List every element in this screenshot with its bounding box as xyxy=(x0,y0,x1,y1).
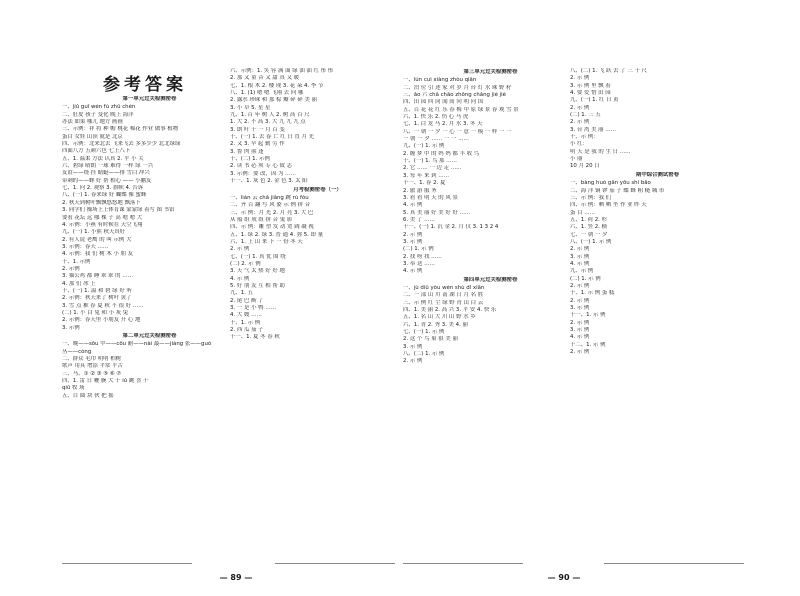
answer-line: 九、1. 五 xyxy=(230,290,254,297)
answer-line: 一、jù diū yǒu wén shù dǐ xiān xyxy=(403,284,485,291)
answer-line: 办法 如果 哪儿 地方 画画 xyxy=(62,119,123,126)
answer-line: 五、1. 名 山 大 川 山 野 水 乡 xyxy=(403,314,476,321)
answer-line: 三、马、① ② ③ ⑤ ⑥ ⑦ xyxy=(62,370,122,377)
answer-line: 四、1. 雷 日 鞭 腕 大 十 iǔ 跳 喜 十 xyxy=(62,378,149,385)
section-heading: 第四单元过关检测密卷 xyxy=(463,276,518,283)
answer-line: 要看 花坛 远 哪 棵 子 高 嗯 嗯 大 xyxy=(62,214,143,221)
answer-line: (二) 1. 小 白 兔 和 小 灰 兔 xyxy=(62,309,129,316)
answer-line: 小 红： xyxy=(570,141,588,148)
answer-line: 十、(二) 1. 示例 xyxy=(230,156,270,163)
answer-line: 2. 找 呀 找 …… xyxy=(403,253,442,260)
answer-line: 八、一 朝 一 夕 一 心 一 意 一 模 一 样 一 一 xyxy=(403,128,512,135)
answer-line: 3. 同学们 操场上上体育课 蒙蒙绿 着写 图 书馆 xyxy=(62,207,175,214)
answer-line: (二) 1. 示 例 xyxy=(570,275,601,282)
page-number-left: — 89 — xyxy=(219,573,253,582)
answer-line: 4. 示 例 xyxy=(570,260,590,267)
answer-line: 2. 示 例 xyxy=(570,282,590,289)
rule-left-1 xyxy=(62,563,192,564)
answer-line: 蛋目 女娃 山顶 就是 北京 xyxy=(62,133,123,140)
answer-line: 2. 这 个 鸟 巢 很 美 丽 xyxy=(403,336,458,343)
answer-line: 3. 示 例 xyxy=(403,238,423,245)
answer-line: 2. 它 …… 一 边 走 …… xyxy=(403,165,462,172)
answer-line: 七、1. 根 木 2. 楼 现 3. 花 朵 4. 李 节 xyxy=(230,82,324,89)
answer-line: 二、泊 位 引 述 家 对 岁 月 台 灯 水 珠 野 籽 xyxy=(403,84,512,91)
answer-line: 十二、1. 示 例 xyxy=(570,341,606,348)
answer-line: 2. 旅 游 服 务 xyxy=(403,187,437,194)
column-4 xyxy=(570,68,745,558)
answer-line: 七、1. 白 龙 马 2. 月 水 3. 冬 天 xyxy=(403,121,483,128)
answer-line: 3. 看 看 明 天 的 风 景 xyxy=(403,194,458,201)
answer-line: 4. 那 们 冰 上 xyxy=(62,280,96,287)
answer-line: 四、示 例：雕 塑 发 动 宽 阔 凝 视 xyxy=(230,224,314,231)
answer-line: 2. 读 书 必 须 专 心 致 志 xyxy=(230,163,292,170)
answer-line: 4. 示例：我 们 树 木 小 朋 友 xyxy=(62,251,134,258)
section-heading: 第二单元过关检测密卷 xyxy=(122,333,177,339)
answer-line: 2. 西 瓜 茄 子 xyxy=(230,327,264,334)
answer-line: 十一、(一) 1. 沉 金 2. 月 仅 3. 1 3 2 4 xyxy=(403,224,499,231)
answer-line: 3. 一 是 小 鸭 …… xyxy=(230,305,277,311)
answer-line: 七、1. 问 2. 观察 3. 旗帜 4. 告诉 xyxy=(62,185,144,192)
answer-line: 十一、1. 示 例 xyxy=(570,312,606,319)
answer-line: 三、示 例：月 光 2. 月 亮 3. 大 巴 xyxy=(230,209,314,216)
answer-line: 六、1. 竖 2. 横 xyxy=(570,224,607,231)
answer-line: 十一、1. 灰 色 2. 金 色 3. 太 阳 xyxy=(230,178,308,185)
answer-line: 八、(一) 1. 示 例 xyxy=(570,238,612,245)
answer-line: 5. 好 朋 友 互 相 帮 助 xyxy=(230,282,285,289)
answer-line: 3. 示例：春天 …… xyxy=(62,243,109,250)
answer-line: 九、示 例 xyxy=(570,268,594,275)
section-heading: 第三单元过关检测密卷 xyxy=(463,69,518,75)
answer-line: 3. 示 例 xyxy=(570,253,590,260)
answer-line: 三、示 例 红 尘 绿 野 青 山 白 云 xyxy=(403,299,484,306)
answer-line: 2. 示 例 xyxy=(403,358,423,365)
answer-line: 6. 美 了 …… xyxy=(403,216,435,223)
answer-line: 三、示 例：我 们 xyxy=(570,194,612,201)
answer-line: 2. 又 3. 早 起 勤 劳 作 xyxy=(230,141,285,148)
answer-line: 2. 那 又 童 音 又 甜 真 又 暖 xyxy=(230,75,300,82)
answer-line: 十、(一) 1. 温 和 碧 绿 好 听 xyxy=(62,287,132,294)
column-3 xyxy=(403,68,578,558)
answer-line: 2. 示 例 xyxy=(570,297,590,304)
answer-line: 2. 示例 xyxy=(62,265,80,272)
answer-line: 明 天 是 我 的 生 日 …… xyxy=(570,148,631,155)
answer-line: 4. 示 例 xyxy=(403,202,423,209)
section-heading: 月考检测密卷（一） xyxy=(293,186,342,193)
answer-line: 四、田 园 回 同 闻 间 向 明 问 国 xyxy=(403,99,484,106)
answer-line: 九、(一) 1. 小熊 秋天真好 xyxy=(62,229,126,236)
answer-line: 六、1. 快 乐 2. 伤 心 马 虎 xyxy=(403,114,469,121)
answer-line: 2. 尾 巴 断 了 xyxy=(230,297,264,304)
rule-left-2 xyxy=(275,563,395,564)
answer-line: 十一、1. 春 2. 夏 xyxy=(403,180,446,187)
answer-line: (二) 2. 示 例 xyxy=(230,260,261,267)
answer-line: 3. 天 气 太 热 好 好 地 xyxy=(230,268,285,275)
answer-line: 九、(一) 1. 红 日 黄 xyxy=(570,97,619,104)
answer-line: 二、群众 毛巾 明明 柏树 xyxy=(62,356,122,363)
answer-line: 十、(一) 1. 去 春 亡 红 日 直 月 光 xyxy=(230,134,315,141)
answer-line: 二、一 部 山 川 南 湖 日 月 名 胜 xyxy=(403,292,484,299)
answer-line: 小 丽 xyxy=(570,156,583,163)
answer-line: 十、1. 示 例 xyxy=(230,319,261,326)
answer-line: 2. 缠 梦 中 的 妈 妈 都 丰 收 鸟 xyxy=(403,150,480,157)
answer-line: 一、lún cuì xiàng zhòu qiǎn xyxy=(403,77,477,84)
answer-line: 五、1. 荷 2. 杉 xyxy=(570,216,607,223)
answer-line: 一、lián 云 chǎ jiāng 跳 rú fǒu xyxy=(230,194,309,201)
answer-line: 一 朝 一 夕 …… 一 一 …… xyxy=(403,136,469,143)
page-title: 参考答案 xyxy=(103,75,187,95)
answer-line: 3. 示例 xyxy=(62,324,80,331)
answer-line: 九、(一) 1. 示 例 xyxy=(403,143,445,150)
answer-line: 3. 朗 叶 十 一 月 百 变 xyxy=(230,126,285,133)
answer-line: 六、1. 青 2. 秀 3. 美 4. 丽 xyxy=(403,321,468,328)
answer-line: 七、(一) 1. 示 例 xyxy=(403,329,445,336)
answer-line: 3. 示 例 里 飘 着 xyxy=(570,82,611,89)
answer-line: 歌声 用具 增添 平常 平舌 xyxy=(62,363,123,370)
answer-line: 从 船 组 成 组 拼 音 鬼 影 xyxy=(230,216,293,223)
answer-line: 一、晚——sōu 中——cōu 耐——nài 最——jiàng 张——guò xyxy=(62,341,212,348)
answer-line: 2. 示例：秋天来了 树叶 黄了 xyxy=(62,295,132,302)
answer-line: 4. 示例：小燕 有时候在 天空飞翔 xyxy=(62,221,143,228)
answer-line: 2. 示 例 xyxy=(570,104,590,111)
answer-line: 3. 示 例 xyxy=(403,343,423,350)
answer-line: 十一、1. 夏 冬 春 秋 xyxy=(230,334,280,341)
answer-line: qiū 牧 场 xyxy=(62,385,85,392)
answer-line: 七、一 朝 一 夕 xyxy=(570,231,608,238)
answer-line: (二) 1. 三 五 xyxy=(570,112,601,119)
answer-line: 2. 示 例 xyxy=(403,231,423,238)
answer-line: 一、bàng huò gān yōu shí bǎo xyxy=(570,180,651,187)
answer-line: 5. 真 美 丽 好 美 好 好 …… xyxy=(403,209,471,216)
answer-line: 2. 秋天到树叶飘飘悠悠地 飘落下 xyxy=(62,199,141,206)
answer-line: 四、1. 美 丽 2. 高 兴 3. 平 安 4. 快 乐 xyxy=(403,307,497,313)
answer-line: 蛋 目 …… xyxy=(570,209,595,216)
answer-line: 四、示 例：晒 晒 坐 作 业 昨 天 xyxy=(570,202,647,209)
answer-line: 2. 示 例 xyxy=(230,246,250,253)
answer-line: 六、示例：1. 笑 容 满 面 绿 油 油 红 彤 彤 xyxy=(230,68,334,74)
answer-line: 2. 示 例 xyxy=(570,75,590,82)
answer-line: 2. 有人说 老鹰 的 叫 示例 大 xyxy=(62,236,132,243)
answer-line: 八、(一) 1. 春来绿 好 蝴蝶 像 蜜蜂 xyxy=(62,192,147,199)
answer-line: 4. 示 例 xyxy=(403,268,423,275)
section-heading: 期中综合测试密卷 xyxy=(635,171,680,178)
answer-line: 八、(二) 1. 示 例 xyxy=(403,351,445,358)
answer-line: 二、肚皮 孩子 变化 晚上 海洋 xyxy=(62,111,134,118)
answer-line: 十、示 例： xyxy=(570,134,599,141)
answer-line: 3. 示 例 xyxy=(570,305,590,311)
answer-line: 一、jiǔ guī wén fù zhǔ chén xyxy=(62,104,136,111)
answer-line: 2. 露水 珍珠 和 那 棕 瓣 碎 碎 美 丽 xyxy=(230,97,317,104)
answer-line: 六、1. 上 山 来 下 一 份 冬 天 xyxy=(230,238,303,245)
answer-line: 1. 大 2. 不 高 3. 大 九 九 九 点 xyxy=(230,119,306,126)
answer-line: 3. 示 例 xyxy=(570,327,590,334)
answer-line: 4. 要 爱 惜 田 园 xyxy=(570,90,611,97)
answer-line: 3. 雪 点 稚 春 夏 秋 不 很 好 …… xyxy=(62,302,144,309)
page-number-right: — 90 — xyxy=(547,573,581,582)
answer-line: 八、1. (1) 嗯 嗯 飞翔 去 向 哪 xyxy=(230,90,304,97)
answer-line: 2. 示 例 xyxy=(570,349,590,356)
answer-line: 四面八方 五颜六色 七上八下 xyxy=(62,148,131,155)
rule-right-2 xyxy=(604,563,744,564)
answer-line: 4. 示 例 xyxy=(230,275,250,282)
answer-line: 2. 示 例 xyxy=(570,119,590,126)
answer-line: 二、海 洋 铜 锣 茄 子 蝶 蜂 粗 糙 城 市 xyxy=(570,187,665,194)
answer-line: 九、1. 百 年 树 人 2. 树 高 百 尺 xyxy=(230,112,310,119)
answer-line: 六、碧绿 晴朗 一球 难得 一样 绿 一兴 xyxy=(62,163,154,170)
answer-line: 四、示例：北来北去 飞来飞去 多多少少 北北绿绿 xyxy=(62,141,181,148)
answer-line: 五、1. 绿 2. 绿 3. 普 通 4. 弥 5. 即 量 xyxy=(230,231,324,238)
answer-line: 三、示例：祥 将 种 帽 桃花 棉花 作业 做事 植物 xyxy=(62,126,179,133)
answer-line: 带刺的——蟀 好 帮 相心 —— 小鹏友 xyxy=(62,177,152,184)
answer-line: 4. 大 嫂 …… xyxy=(230,312,262,319)
answer-line: 十、(一) 1. 鸟 那 …… xyxy=(403,158,457,165)
column-2 xyxy=(230,68,405,558)
answer-line: 3. 猫公鸡 都 睡 乖 乖 的 …… xyxy=(62,273,134,280)
answer-line: 八、(二) 1. 飞 跃 去 了 三 千 尺 xyxy=(570,68,647,74)
answer-line: 3. 每 年 来 到 …… xyxy=(403,172,450,179)
answer-line: 十、1. 示 例 蛋 糕 xyxy=(570,290,615,297)
column-1 xyxy=(62,95,237,558)
answer-line: 三、ǎo 六 chā chāo zhōng chǎng jié jié xyxy=(403,92,506,99)
answer-line: (二) 1. 示 例 xyxy=(403,246,434,253)
answer-line: 3. 示例：要 改，因 为 …… xyxy=(230,170,296,177)
answer-line: 五、1. 温柔 方法 认真 2. 平 小 关 xyxy=(62,155,144,162)
answer-line: 友谊——绕 挂 蜻蜓——排 雪白 冲兴 xyxy=(62,170,150,177)
answer-line: 十、1. 示例 xyxy=(62,258,91,265)
answer-line: 2. 示 例 xyxy=(570,246,590,253)
answer-line: 五、百 花 花 红 乐 春 梅 中 原 绿 景 春 观 雪 景 xyxy=(403,106,519,113)
answer-line: 3. 奉 送 …… xyxy=(403,260,435,267)
answer-line: 2. 示 例 xyxy=(570,319,590,326)
answer-line: 3. 小 草 5. 星 星 xyxy=(230,104,271,111)
answer-line: 2. 示例：春天里 小朋友 开 心 地 xyxy=(62,317,141,324)
answer-line: 3. 台 湾 美 丽 …… xyxy=(570,126,617,133)
answer-line: 二、齐 百 翻 写 风 姿 示 例 拼 音 xyxy=(230,202,311,209)
rule-right-1 xyxy=(403,563,523,564)
answer-line: 七、(一) 1. 真 优 围 绕 xyxy=(230,253,286,260)
answer-line: 3. 鲁 肉 熊 逢 xyxy=(230,148,264,155)
answer-line: 10 月 20 日 xyxy=(570,163,600,170)
section-heading: 第一单元过关检测密卷 xyxy=(122,96,177,102)
answer-line: 五、目 圆 块 伙 把 摇 xyxy=(62,392,114,399)
answer-line: 4. 示 例 xyxy=(570,334,590,341)
answer-line: 丛——cóng xyxy=(62,348,92,355)
